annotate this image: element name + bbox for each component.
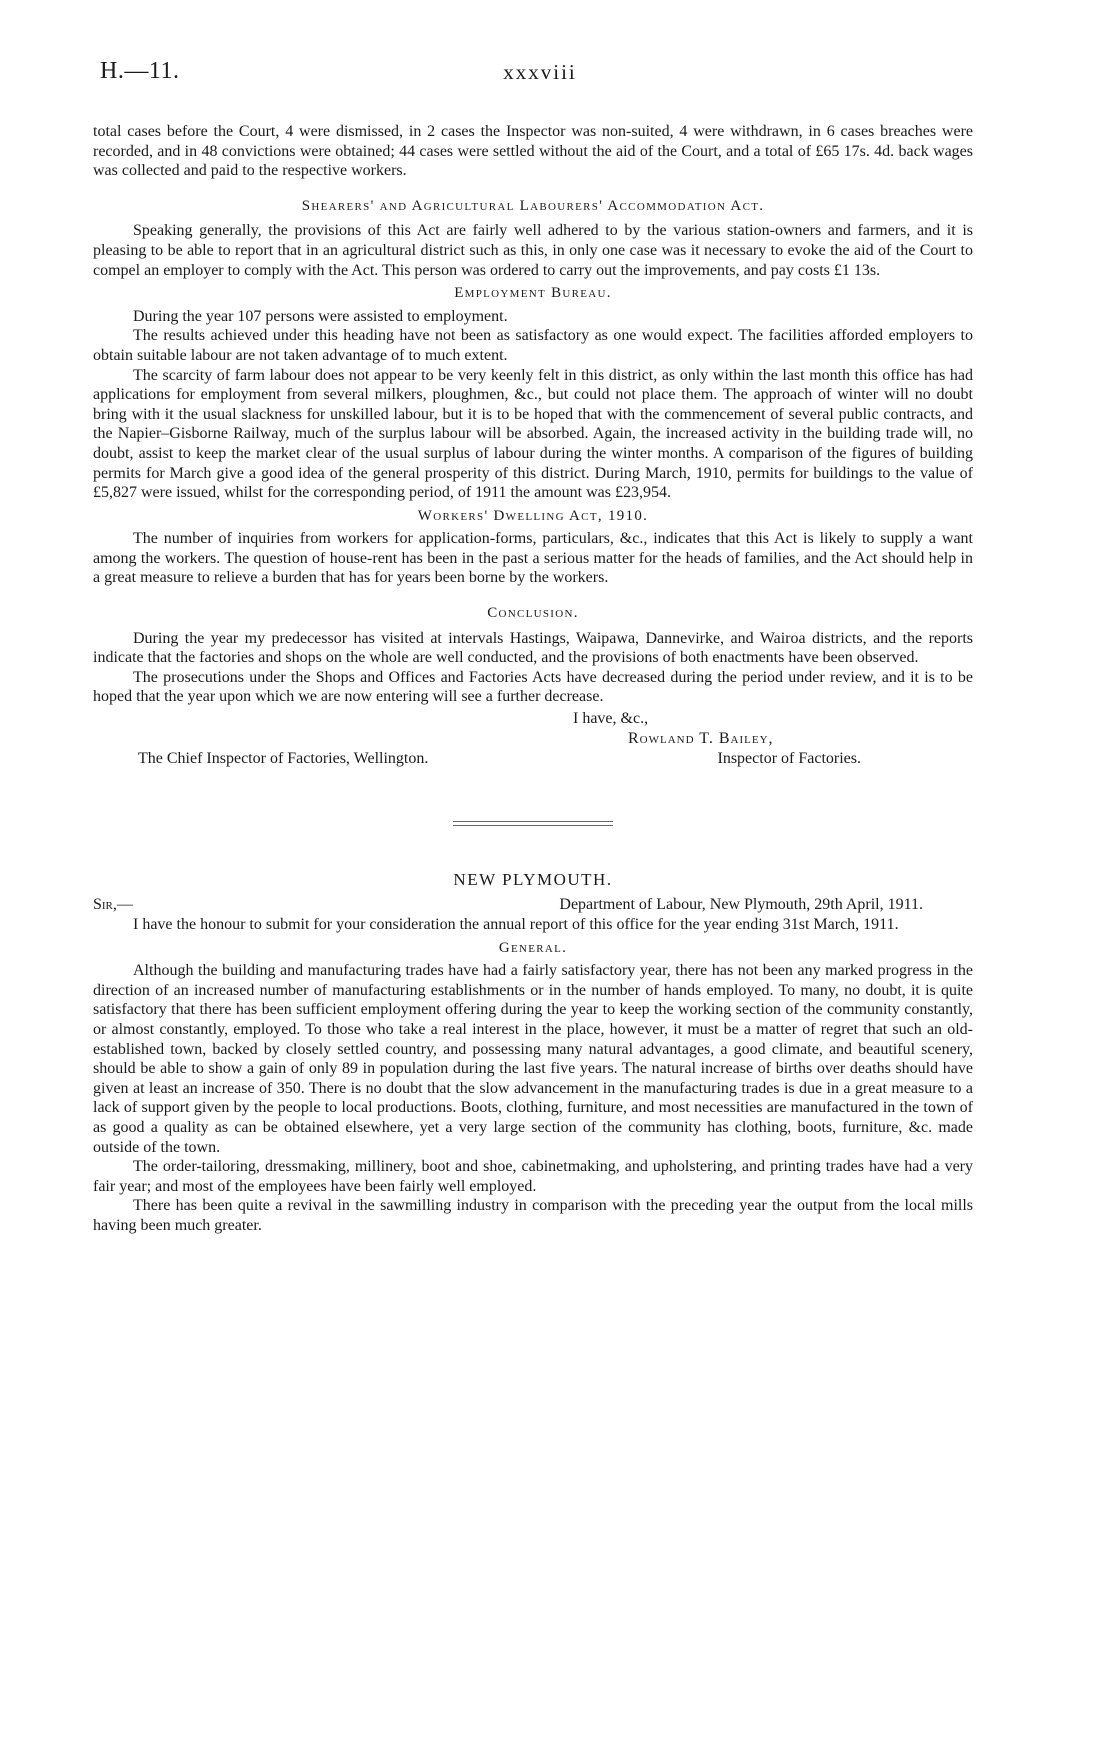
paragraph-employment-1: During the year 107 persons were assisted to employment.: [133, 307, 508, 325]
signatory-title: Inspector of Factories.: [717, 750, 861, 768]
new-plymouth-title: NEW PLYMOUTH.: [453, 869, 613, 889]
page-number: xxxviii: [503, 60, 577, 84]
report-reference: H.—11.: [100, 58, 180, 84]
paragraph-general-2: The order-tailoring, dressmaking, millinery, boot and shoe, cabinetmaking, and upholstering, and printing trades have had a very fair year; and most of the employees have been fairly well employed.: [93, 1158, 973, 1195]
section-heading-shearers: Shearers' and Agricultural Labourers' Accommodation Act.: [301, 197, 765, 214]
paragraph-conclusion-1: During the year my predecessor has visited at intervals Hastings, Waipawa, Dannevirke, and Wairoa districts, and the reports indicate that the factories and shops on the whole are well conducted, and the provisions of both enactments have been observed.: [93, 629, 973, 667]
paragraph-employment-2: The results achieved under this heading have not been as satisfactory as one would expect. The facilities afforded employers to obtain suitable labour are not taken advantage of to much extent.: [93, 327, 973, 364]
paragraph-general-3: There has been quite a revival in the sawmilling industry in comparison with the preceding year the output from the local mills having been much greater.: [93, 1197, 973, 1234]
section-divider: [453, 821, 613, 826]
page-body: [93, 122, 973, 1236]
dateline: Department of Labour, New Plymouth, 29th April, 1911.: [559, 896, 923, 914]
opening-paragraph: total cases before the Court, 4 were dismissed, in 2 cases the Inspector was non-suited, 4 were withdrawn, in 6 cases breaches were recorded, and in 48 convictions were obtained; 44 cases were settled without the aid of the Court, and a total of £65 17s. 4d. back wages was collected and paid to the respective workers.: [93, 123, 973, 180]
salutation-line: [93, 895, 973, 915]
section-heading-dwelling: Workers' Dwelling Act, 1910.: [417, 507, 649, 524]
signatory-name: Rowland T. Bailey,: [628, 729, 774, 747]
paragraph-shearers: Speaking generally, the provisions of this Act are fairly well adhered to by the various station-owners and farmers, and it is pleasing to be able to report that in an agricultural district such as this, in only one case was it necessary to evoke the aid of the Court to compel an employer to comply with the Act. This person was ordered to carry out the improvements, and pay costs £1 13s.: [93, 222, 973, 279]
paragraph-employment-3: The scarcity of farm labour does not appear to be very keenly felt in this district, as only within the last month this office has had applications for employment from several milkers, ploughmen, &c., but could not place them. The approach of winter will no doubt bring with it the usual slackness for unskilled labour, but it is to be hoped that with the commencement of several public contracts, and the Napier–Gisborne Railway, much of the surplus labour will be absorbed. Again, the increased activity in the building trade will, no doubt, assist to keep the market clear of the usual surplus of labour during the winter months. A comparison of the figures of building permits for March give a good idea of the general prosperity of this district. During March, 1910, permits for buildings to the value of £5,827 were issued, whilst for the corresponding period, of 1911 the amount was £23,954.: [93, 366, 973, 502]
section-heading-employment: Employment Bureau.: [454, 285, 612, 302]
section-heading-general: General.: [498, 939, 568, 956]
addressee: The Chief Inspector of Factories, Wellington.: [138, 750, 429, 768]
paragraph-conclusion-2: The prosecutions under the Shops and Offices and Factories Acts have decreased during the period under review, and it is to be hoped that the year upon which we are now entering will see a further decrease.: [93, 668, 973, 706]
sign-off: I have, &c.,: [573, 710, 649, 728]
salutation: Sir,—: [93, 896, 133, 914]
page-header: [100, 58, 980, 98]
closing-line: [93, 749, 973, 769]
paragraph-dwelling: The number of inquiries from workers for application-forms, particulars, &c., indicates that this Act is likely to supply a want among the workers. The question of house-rent has been in the past a serious matter for the heads of families, and the Act should help in a great measure to relieve a burden that has for years been borne by the workers.: [93, 530, 973, 587]
paragraph-general-1: Although the building and manufacturing trades have had a fairly satisfactory year, there has not been any marked progress in the direction of an increased number of manufacturing establishments or in the number of hands employed. To many, no doubt, it is quite satisfactory that there has been sufficient employment offering during the year to keep the working section of the community constantly, or almost constantly, employed. To those who take a real interest in the place, however, it must be a matter of regret that such an old-established town, backed by closely settled country, and possessing many natural advantages, a good climate, and beautiful scenery, should be able to show a gain of only 89 in population during the last five years. The natural increase of births over deaths should have given at least an increase of 350. There is no doubt that the slow advancement in the manufacturing trades is due in a great measure to a lack of support given by the people to local productions. Boots, clothing, furniture, and most necessities are manufactured in the town of as good a quality as can be obtained elsewhere, yet a very large section of the community has clothing, boots, furniture, &c. made outside of the town.: [93, 962, 973, 1156]
section-heading-conclusion: Conclusion.: [487, 605, 579, 622]
intro-paragraph: I have the honour to submit for your consideration the annual report of this office for the year ending 31st March, 1911.: [133, 916, 899, 933]
